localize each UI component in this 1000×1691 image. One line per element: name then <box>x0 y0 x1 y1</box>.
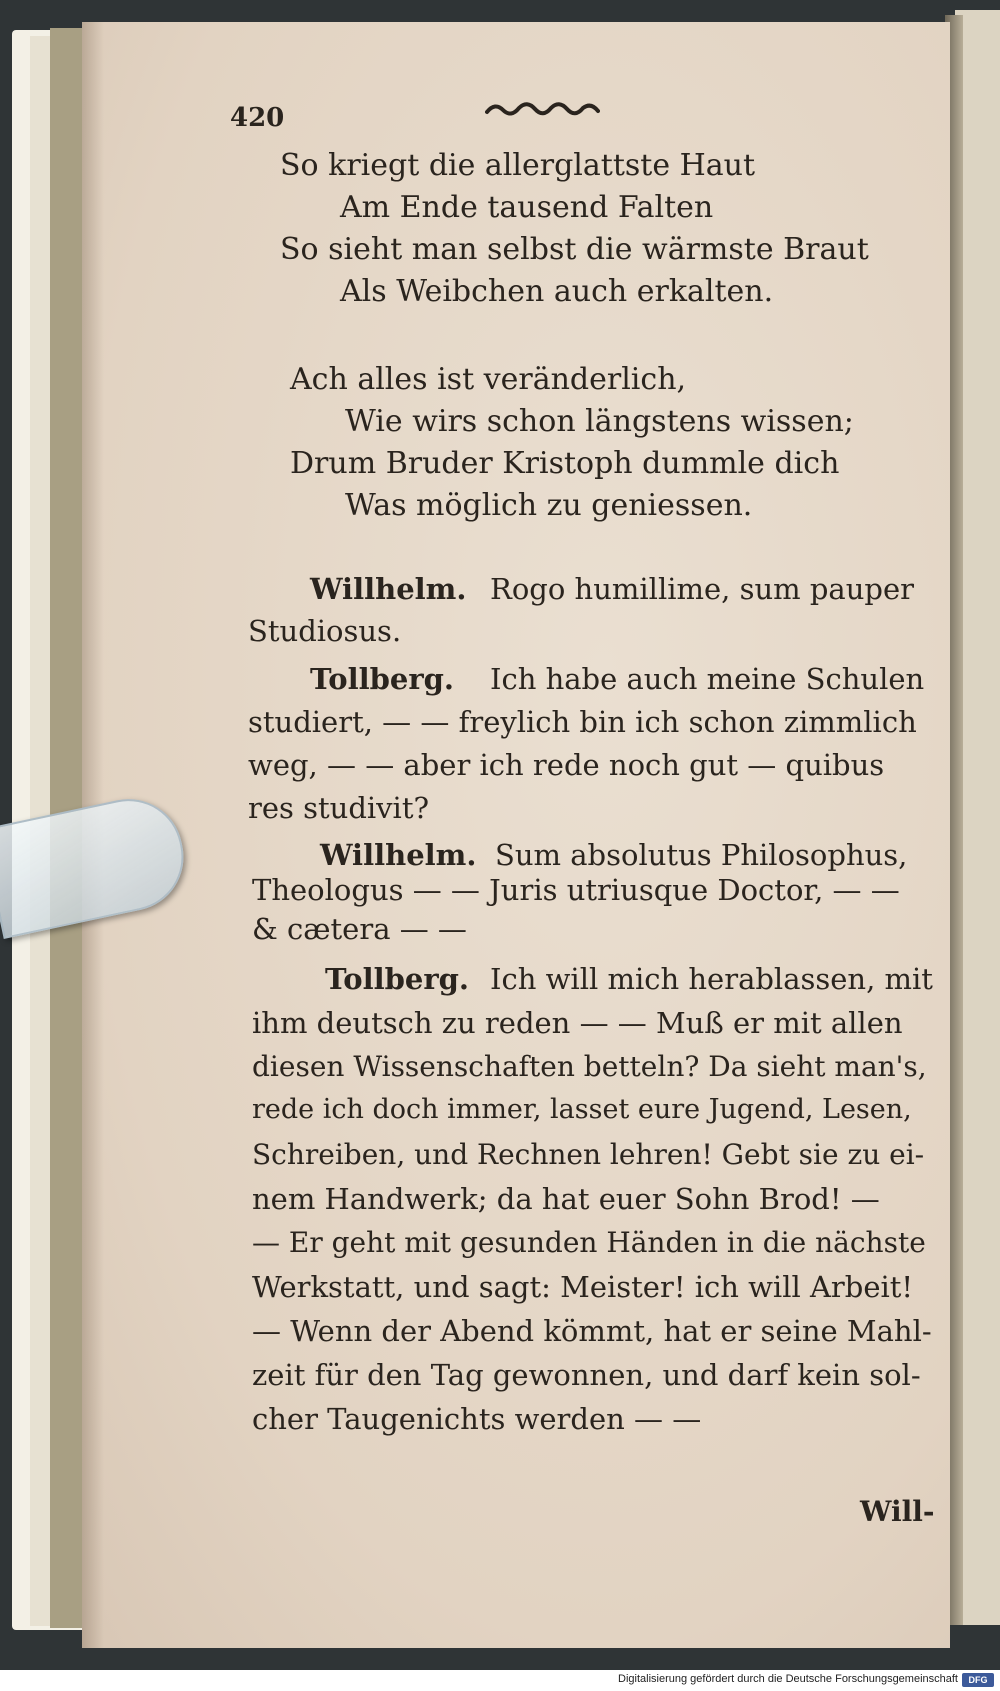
dialogue-line: nem Handwerk; da hat euer Sohn Brod! — <box>252 1182 880 1216</box>
verse-line: So kriegt die allerglattste Haut <box>280 148 756 183</box>
catchword: Will- <box>860 1495 935 1528</box>
dialogue-line: — Wenn der Abend kömmt, hat er seine Mahl- <box>252 1314 932 1348</box>
dialogue-line: studiert, — — freylich bin ich schon zimmlich <box>248 705 917 739</box>
speaker-name <box>310 572 466 606</box>
speaker-willhelm: Willhelm. <box>320 838 477 872</box>
dialogue-line: & cætera — — <box>252 912 467 946</box>
verse-line: Wie wirs schon längstens wissen; <box>345 404 854 439</box>
speaker-tollberg: Tollberg. <box>325 962 470 996</box>
speaker-willhelm: Willhelm. <box>310 572 467 606</box>
dialogue-line: Werkstatt, und sagt: Meister! ich will Arbeit! <box>252 1270 914 1304</box>
dialogue-line: ihm deutsch zu reden — — Muß er mit allen <box>252 1006 903 1040</box>
dialogue-line: weg, — — aber ich rede noch gut — quibus <box>248 748 885 782</box>
ornament-divider-icon <box>485 98 600 120</box>
page-number: 420 <box>230 103 285 133</box>
footer-bar <box>0 1670 1000 1691</box>
dialogue-line: cher Taugenichts werden — — <box>252 1402 702 1436</box>
verse-line: Ach alles ist veränderlich, <box>290 362 687 397</box>
dialogue-line: Schreiben, und Rechnen lehren! Gebt sie zu ei- <box>252 1138 925 1171</box>
verse-line: Am Ende tausend Falten <box>340 190 714 225</box>
dialogue-line: Studiosus. <box>248 614 402 648</box>
footer-credit: Digitalisierung gefördert durch die Deutsche Forschungsgemeinschaft <box>618 1673 958 1685</box>
dialogue-line: res studivit? <box>248 791 430 825</box>
speaker-name <box>310 662 454 696</box>
speaker-name <box>320 838 476 872</box>
dialogue-line: Ich habe auch meine Schulen <box>490 662 925 696</box>
verse-line: Drum Bruder Kristoph dummle dich <box>290 446 840 481</box>
dialogue-line: diesen Wissenschaften betteln? Da sieht man's, <box>252 1050 927 1083</box>
dialogue-line: rede ich doch immer, lasset eure Jugend, Lesen, <box>252 1094 912 1125</box>
dfg-logo-icon: DFG <box>962 1673 994 1687</box>
verse-line: Was möglich zu geniessen. <box>345 488 753 523</box>
verse-line: So sieht man selbst die wärmste Braut <box>280 232 869 267</box>
speaker-tollberg: Tollberg. <box>310 662 455 696</box>
dialogue-line: Theologus — — Juris utriusque Doctor, — — <box>252 873 900 907</box>
dialogue-line: Ich will mich herablassen, mit <box>490 962 933 996</box>
verse-line: Als Weibchen auch erkalten. <box>340 274 774 309</box>
speaker-name <box>325 962 469 996</box>
dialogue-line: Sum absolutus Philosophus, <box>495 838 908 872</box>
dialogue-line: Rogo humillime, sum pauper <box>490 572 914 606</box>
dialogue-line: — Er geht mit gesunden Händen in die nächste <box>252 1226 926 1259</box>
dialogue-line: zeit für den Tag gewonnen, und darf kein sol- <box>252 1358 921 1392</box>
